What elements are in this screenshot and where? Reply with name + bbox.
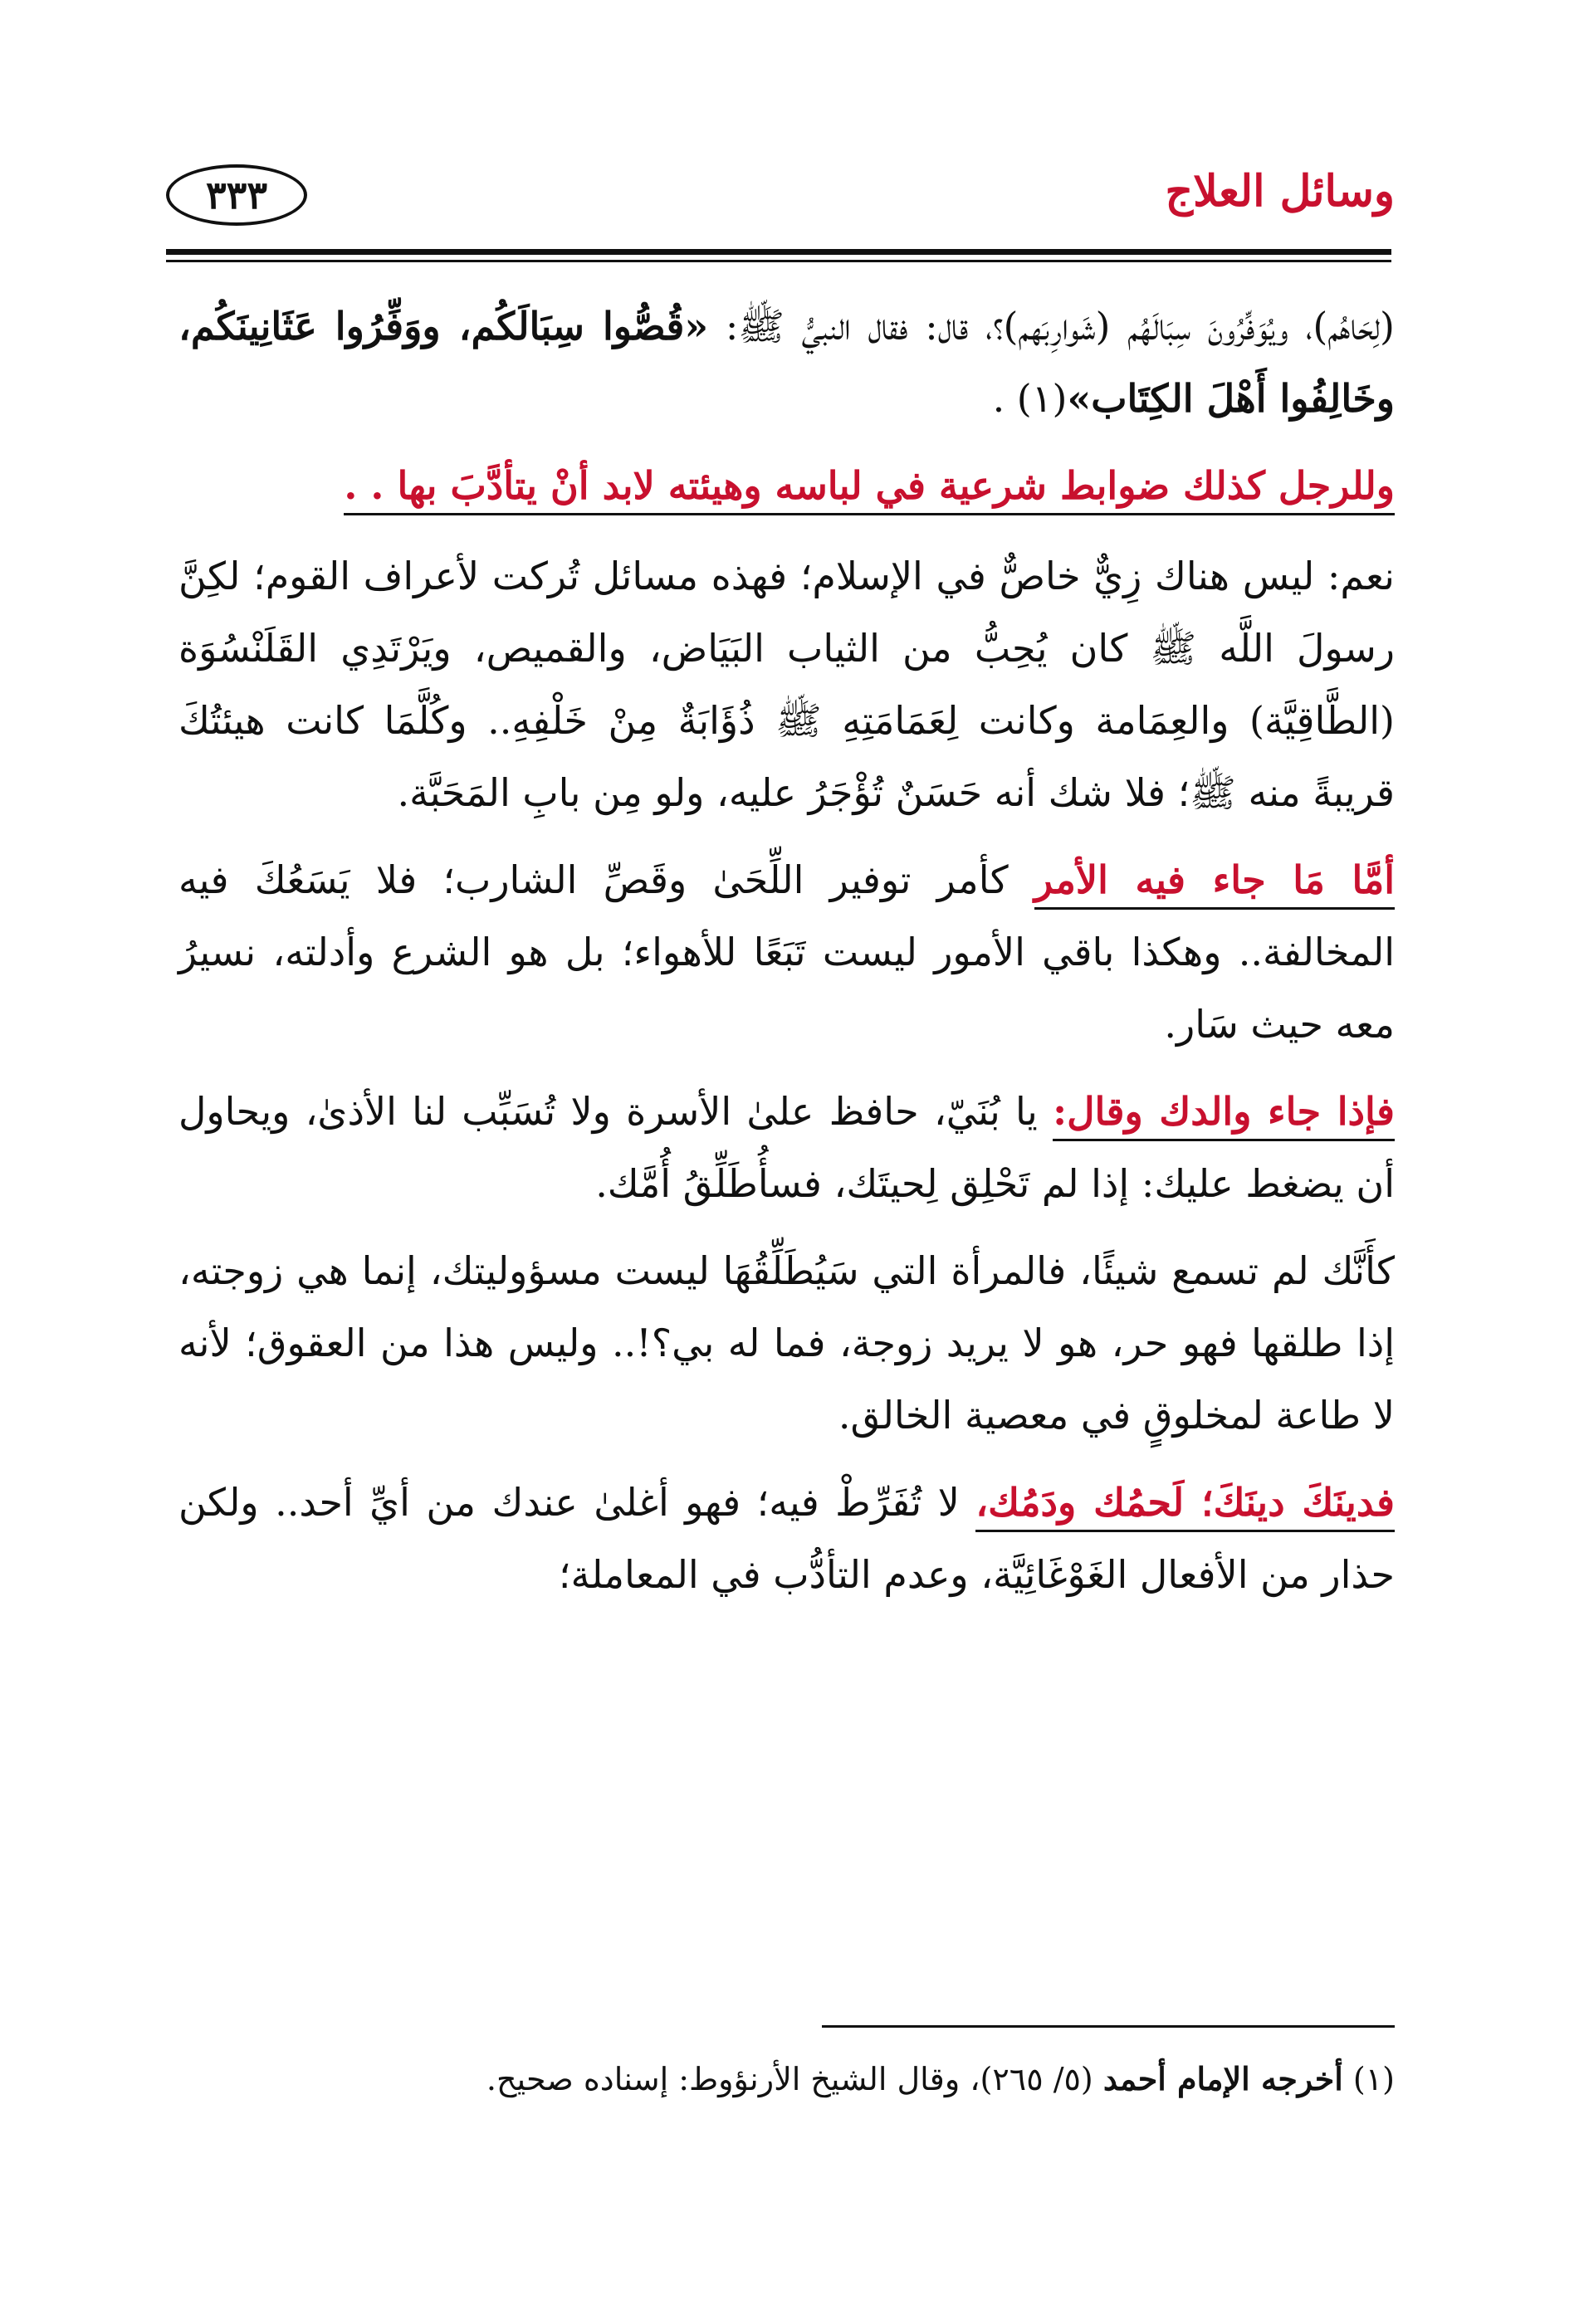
footnote-source: أخرجه الإمام أحمد [1102, 2060, 1343, 2097]
page-number-badge [166, 164, 307, 226]
footnote-rule [822, 2025, 1395, 2028]
paragraph-father-rest: يا بُنَيّ، حافظ علىٰ الأسرة ولا تُسَبِّب لنا الأذىٰ، ويحاول أن يضغط عليك: إذا لم تَحْلِق لِحيتَك، فسأُطَلِّقُ أُمَّك. [178, 1089, 1395, 1206]
hadith-intro: (لِحَاهُم)، ويُوَفِّرُونَ سِبَالَهُم (شَوارِبَهم)؟، قال: فقال النبيُّ ﷺ: [708, 304, 1395, 349]
header-rule-thick [166, 249, 1391, 255]
section-heading-text: وللرجل كذلك ضوابط شرعية في لباسه وهيئته لابد أنْ يتأدَّبَ بها . . [344, 463, 1395, 515]
paragraph-religion-lead: فدينَكَ دينَكَ؛ لَحمُك ودَمُك، [975, 1480, 1395, 1532]
section-heading [178, 450, 1395, 522]
hadith-footnote-ref: (١) . [992, 376, 1068, 421]
hadith-quote: «قُصُّوا سِبَالَكُم، ووَفِّرُوا عَثَانِينَكُم، وخَالِفُوا أَهْلَ الكِتَاب» [178, 304, 1395, 421]
footnote-number: (١) [1352, 2061, 1395, 2097]
paragraph-command-rest: كأمر توفير اللِّحَىٰ وقَصِّ الشارب؛ فلا يَسَعُكَ فيه المخالفة.. وهكذا باقي الأمور ليست تَبَعًا للأهواء؛ بل هو الشرع وأدلته، نسيرُ معه حيث سَار. [178, 857, 1395, 1047]
running-title: وسائل العلاج [1165, 166, 1395, 217]
paragraph-religion-rest: لا تُفَرِّطْ فيه؛ فهو أغلىٰ عندك من أيِّ أحد.. ولكن حذار من الأفعال الغَوْغَائِيَّة، وعدم التأدُّب في المعاملة؛ [178, 1480, 1395, 1597]
footnote-detail: (٥/ ٢٦٥)، وقال الشيخ الأرنؤوط: إسناده صحيح. [486, 2061, 1103, 2097]
paragraph-response: كأَنَّك لم تسمع شيئًا، فالمرأة التي سَيُطَلِّقُهَا ليست مسؤوليتك، إنما هي زوجته، إذا طلقها فهو حر، هو لا يريد زوجة، فما له بي؟!.. وليس هذا من العقوق؛ لأنه لا طاعة لمخلوقٍ في معصية الخالق. [178, 1248, 1395, 1438]
page-body [178, 290, 1395, 1626]
paragraph-command-lead: أمَّا مَا جاء فيه الأمر [1034, 857, 1395, 910]
paragraph-father [178, 1076, 1395, 1220]
header-rule-thin [166, 260, 1391, 262]
footnote-1 [183, 2054, 1395, 2104]
paragraph-dress: نعم: ليس هناك زِيٌّ خاصٌّ في الإسلام؛ فهذه مسائل تُركت لأعراف القوم؛ لكِنَّ رسولَ اللَّه ﷺ كان يُحِبُّ من الثياب البَيَاض، والقميص، ويَرْتَدِي القَلَنْسُوَة (الطَّاقِيَّة) والعِمَامة وكانت لِعَمَامَتِهِ ﷺ ذُؤَابَةٌ مِنْ خَلْفِهِ.. وكُلَّمَا كانت هيئتُكَ قريبةً منه ﷺ؛ فلا شك أنه حَسَنٌ تُؤْجَرُ عليه، ولو مِن بابِ المَحَبَّة. [178, 554, 1395, 815]
paragraph-father-lead: فإذا جاء والدك وقال: [1053, 1089, 1395, 1141]
paragraph-command [178, 844, 1395, 1061]
paragraph-hadith [178, 290, 1395, 435]
page-number: ٣٣٣ [205, 173, 268, 217]
paragraph-religion [178, 1467, 1395, 1611]
